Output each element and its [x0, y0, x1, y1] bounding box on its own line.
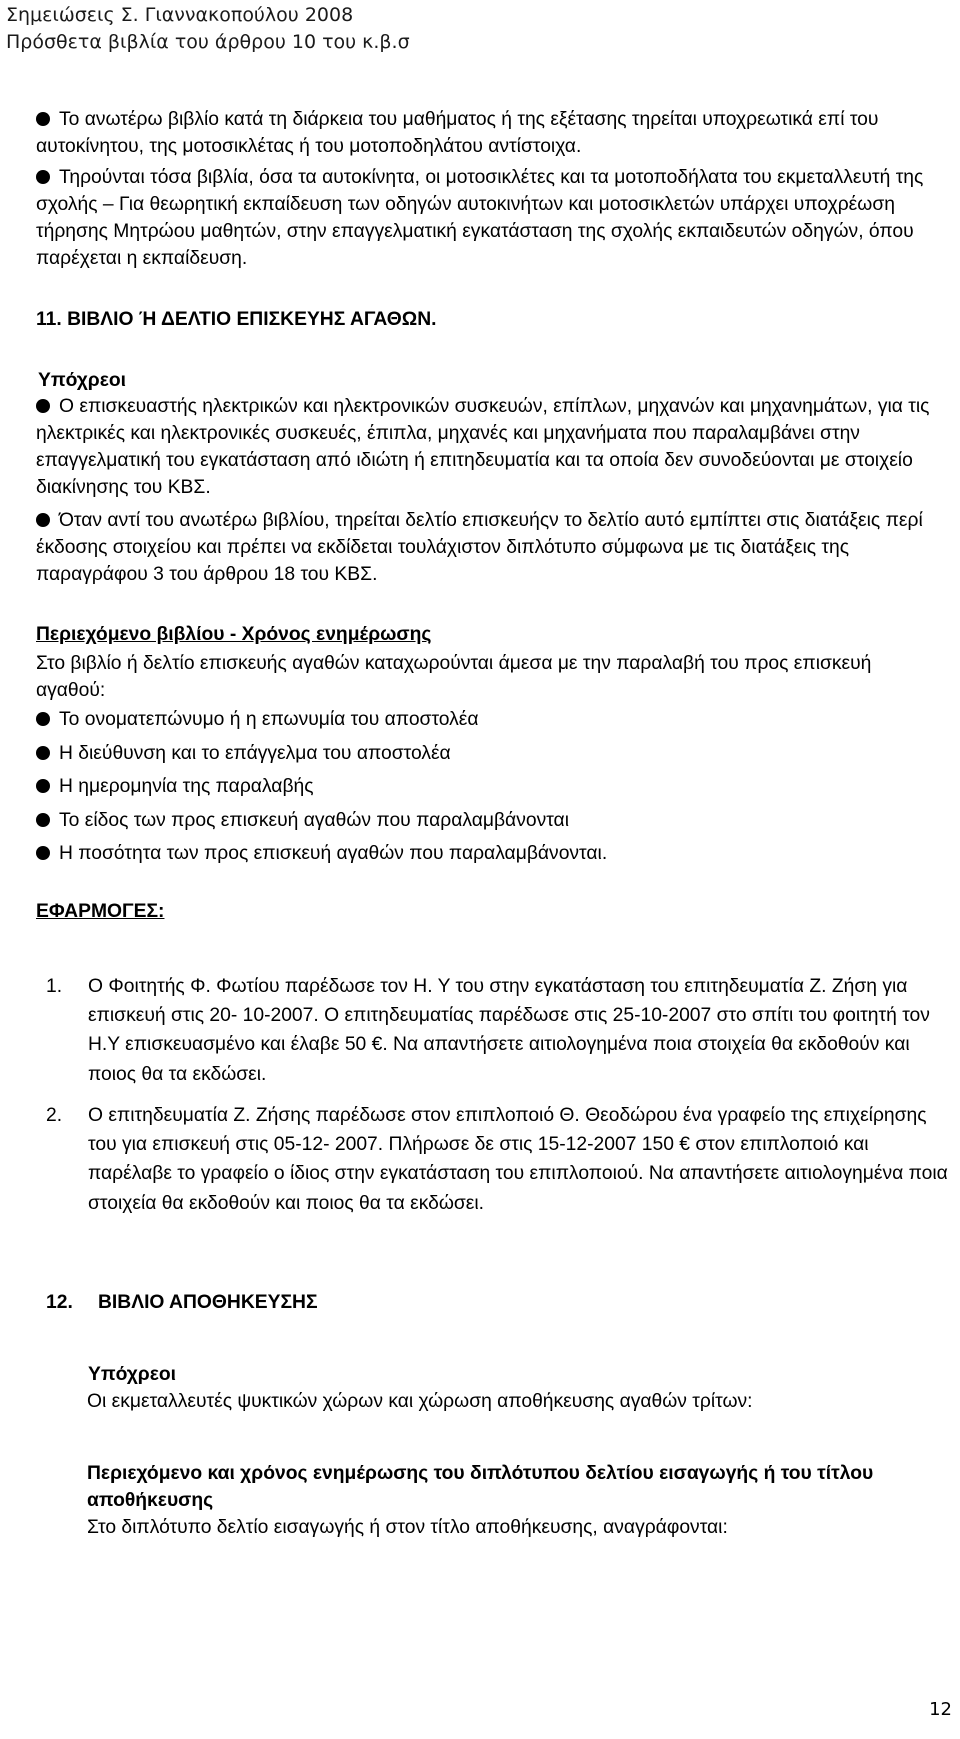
list-item: Το είδος των προς επισκευή αγαθών που παραλαμβάνονται: [36, 804, 936, 838]
bullet-icon: [36, 170, 50, 184]
bullet-icon: [36, 813, 50, 827]
application-2-text: Ο επιτηδευματία Ζ. Ζήσης παρέδωσε στον επιπλοποιό Θ. Θεοδώρου ένα γραφείο της επιχείρησης του για επισκευή στις 05-12- 2007. Πλήρωσε δε στις 15-12-2007 150 € στον επιπλοποιό και παρέλαβε το γραφείο ο ίδιος στην εγκατάσταση του επιπλοποιού. Να απαντήσετε αιτιολογημένα ποια στοιχεία θα εκδοθούν και ποιος θα τα εκδώσει.: [88, 1105, 948, 1214]
page-number: 12: [929, 1699, 952, 1720]
application-2-number: 2.: [46, 1105, 63, 1126]
list-item: Το ονοματεπώνυμο ή η επωνυμία του αποστολέα: [36, 703, 936, 737]
section-11-obliged-heading: Υπόχρεοι: [38, 370, 127, 391]
applications-heading: ΕΦΑΡΜΟΓΕΣ:: [36, 901, 165, 922]
header-title: Σημειώσεις Σ. Γιαννακοπούλου 2008: [6, 4, 354, 26]
bullet-icon: [36, 712, 50, 726]
list-item: Η διεύθυνση και το επάγγελμα του αποστολέα: [36, 737, 936, 771]
application-1-text: Ο Φοιτητής Φ. Φωτίου παρέδωσε τον Η. Υ του στην εγκατάσταση του επιτηδευματία Ζ. Ζήση για επισκευή στις 20- 10-2007. Ο επιτηδευματίας παρέδωσε στις 25-10-2007 στο σπίτι του φοιτητή τον Η.Υ επισκευασμένο και έλαβε 50 €. Να απαντήσετε αιτιολογημένα ποια στοιχεία θα εκδοθούν και ποιος θα τα εκδώσει.: [88, 976, 930, 1085]
section-11-content-intro: Στο βιβλίο ή δελτίο επισκευής αγαθών καταχωρούνται άμεσα με την παραλαβή του προς επισκευή αγαθού:: [36, 653, 872, 701]
bullet-icon: [36, 846, 50, 860]
section-11-title: 11. ΒΙΒΛΙΟ Ή ΔΕΛΤΙΟ ΕΠΙΣΚΕΥΗΣ ΑΓΑΘΩΝ.: [36, 309, 437, 330]
content-items-list: [36, 703, 936, 871]
section-12-obliged-text: Οι εκμεταλλευτές ψυκτικών χώρων και χώρωση αποθήκευσης αγαθών τρίτων:: [87, 1391, 753, 1412]
section-12-title: ΒΙΒΛΙΟ ΑΠΟΘΗΚΕΥΣΗΣ: [98, 1292, 318, 1313]
section-11-bullet-2: Όταν αντί του ανωτέρω βιβλίου, τηρείται δελτίο επισκευήςν το δελτίο αυτό εμπίπτει στις διατάξεις περί έκδοσης στοιχείου και πρέπει να εκδίδεται τουλάχιστον διπλότυπο σύμφωνα με τις διατάξεις της παραγράφου 3 του άρθρου 18 του ΚΒΣ.: [36, 510, 923, 585]
section-12-number: 12.: [46, 1292, 73, 1313]
list-item: Η ημερομηνία της παραλαβής: [36, 770, 936, 804]
section-12-content-heading: Περιεχόμενο και χρόνος ενημέρωσης του διπλότυπου δελτίου εισαγωγής ή του τίτλου αποθήκευσης: [87, 1463, 874, 1511]
intro-bullet-1: Το ανωτέρω βιβλίο κατά τη διάρκεια του μαθήματος ή της εξέτασης τηρείται υποχρεωτικά επί του αυτοκίνητου, της μοτοσικλέτας ή του μοτοποδηλάτου αντίστοιχα.: [36, 109, 879, 157]
application-1-number: 1.: [46, 976, 63, 997]
bullet-icon: [36, 112, 50, 126]
bullet-icon: [36, 746, 50, 760]
bullet-icon: [36, 779, 50, 793]
list-item: Η ποσότητα των προς επισκευή αγαθών που παραλαμβάνονται.: [36, 837, 936, 871]
section-11-bullet-1: Ο επισκευαστής ηλεκτρικών και ηλεκτρονικών συσκευών, επίπλων, μηχανών και μηχανημάτων, για τις ηλεκτρικές και ηλεκτρονικές συσκευές, έπιπλα, μηχανές και μηχανήματα που παραλαμβάνει στην επαγγελματική του εγκατάσταση από ιδιώτη ή επιτηδευματία και τα οποία δεν συνοδεύονται με στοιχείο διακίνησης του ΚΒΣ.: [36, 396, 930, 498]
section-12-content-text: Στο διπλότυπο δελτίο εισαγωγής ή στον τίτλο αποθήκευσης, αναγράφονται:: [87, 1517, 728, 1538]
intro-bullet-2: Τηρούνται τόσα βιβλία, όσα τα αυτοκίνητα, οι μοτοσικλέτες και τα μοτοποδήλατα του εκμεταλλευτή της σχολής – Για θεωρητική εκπαίδευση των οδηγών αυτοκινήτων και μοτοσικλετών υπάρχει υποχρέωση τήρησης Μητρώου μαθητών, στην επαγγελματική εγκατάσταση της σχολής εκπαιδευτών οδηγών, όπου παρέχεται η εκπαίδευση.: [36, 167, 924, 269]
section-12-obliged-heading: Υπόχρεοι: [88, 1364, 177, 1385]
bullet-icon: [36, 513, 50, 527]
section-11-content-heading: Περιεχόμενο βιβλίου - Χρόνος ενημέρωσης: [36, 624, 432, 645]
bullet-icon: [36, 399, 50, 413]
header-subtitle: Πρόσθετα βιβλία του άρθρου 10 του κ.β.σ: [6, 31, 410, 53]
